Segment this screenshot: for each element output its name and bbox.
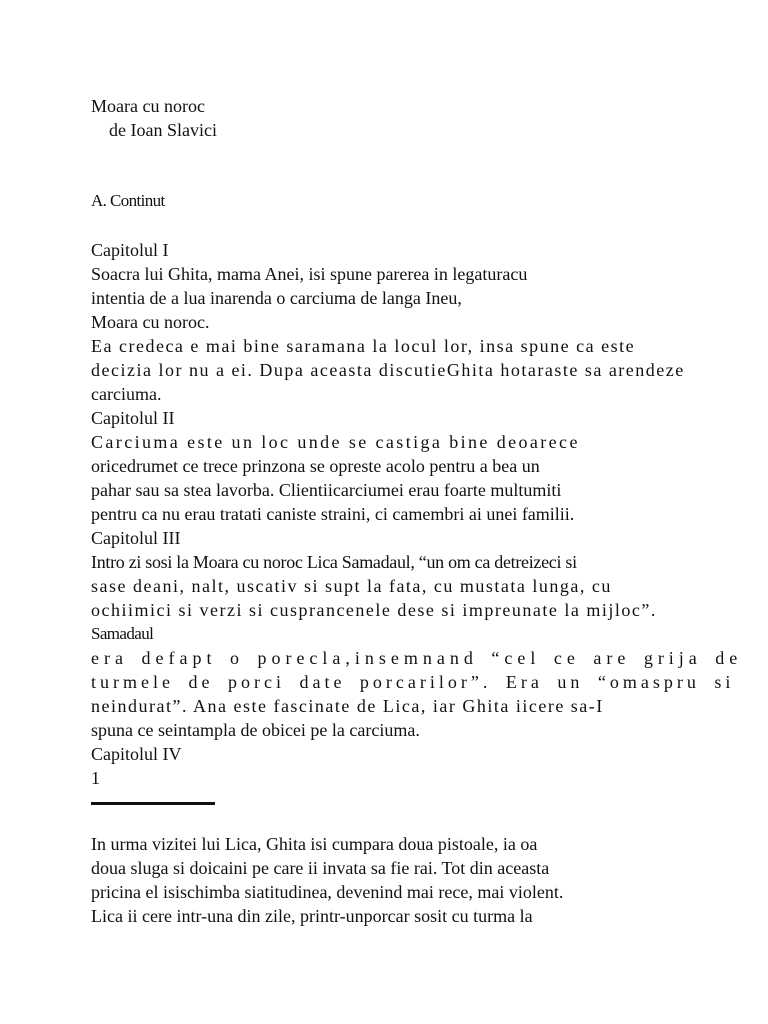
paragraph-line: turmele de porci date porcarilor”. Era un “omaspru si — [91, 672, 735, 692]
section-heading: A. Continut — [91, 191, 165, 210]
paragraph-line: decizia lor nu a ei. Dupa aceasta discutieGhita hotaraste sa arendeze — [91, 360, 685, 380]
chapter-heading: Capitolul I — [91, 240, 169, 260]
footnote-separator — [91, 802, 215, 805]
paragraph-line: Moara cu noroc. — [91, 312, 210, 332]
paragraph-line: pentru ca nu erau tratati caniste straini, ci camembri ai unei familii. — [91, 504, 575, 524]
paragraph-line: Intro zi sosi la Moara cu noroc Lica Samadaul, “un om ca detreizeci si — [91, 552, 577, 572]
paragraph-line: pricina el isischimba siatitudinea, devenind mai rece, mai violent. — [91, 882, 564, 902]
document-title: Moara cu noroc — [91, 96, 205, 116]
paragraph-line: neindurat”. Ana este fascinate de Lica, iar Ghita iicere sa-I — [91, 696, 604, 716]
chapter-heading: Capitolul III — [91, 528, 181, 548]
paragraph-line: ochiimici si verzi si cusprancenele dese si impreunate la mijloc”. — [91, 600, 657, 620]
paragraph-line: Soacra lui Ghita, mama Anei, isi spune parerea in legaturacu — [91, 264, 528, 284]
paragraph-line: Ea credeca e mai bine saramana la locul lor, insa spune ca este — [91, 336, 636, 356]
paragraph-line: doua sluga si doicaini pe care ii invata sa fie rai. Tot din aceasta — [91, 858, 550, 878]
paragraph-line: Carciuma este un loc unde se castiga bine deoarece — [91, 432, 580, 452]
paragraph-line: sase deani, nalt, uscativ si supt la fata, cu mustata lunga, cu — [91, 576, 612, 596]
paragraph-line: Lica ii cere intr-una din zile, printr-unporcar sosit cu turma la — [91, 906, 533, 926]
paragraph-line: Samadaul — [91, 624, 154, 643]
paragraph-line: In urma vizitei lui Lica, Ghita isi cumpara doua pistoale, ia oa — [91, 834, 538, 854]
paragraph-line: intentia de a lua inarenda o carciuma de langa Ineu, — [91, 288, 462, 308]
paragraph-line: spuna ce seintampla de obicei pe la carciuma. — [91, 720, 420, 740]
chapter-heading: Capitolul II — [91, 408, 175, 428]
paragraph-line: era defapt o porecla,insemnand “cel ce are grija de — [91, 648, 743, 668]
chapter-heading: Capitolul IV — [91, 744, 182, 764]
paragraph-line: pahar sau sa stea lavorba. Clientiicarciumei erau foarte multumiti — [91, 480, 562, 500]
document-author: de Ioan Slavici — [109, 120, 217, 140]
paragraph-line: oricedrumet ce trece prinzona se opreste acolo pentru a bea un — [91, 456, 540, 476]
page-number: 1 — [91, 768, 100, 788]
paragraph-line: carciuma. — [91, 384, 162, 404]
